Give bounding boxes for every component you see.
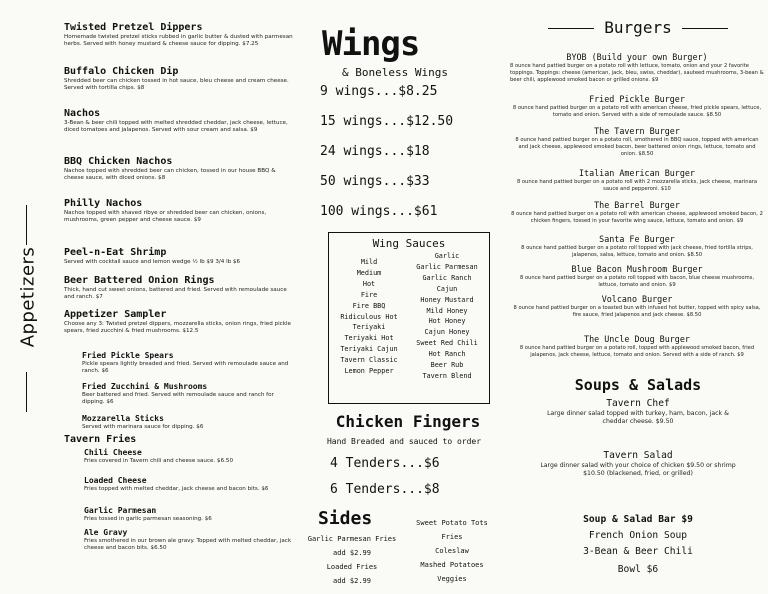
soup-item [536,546,740,558]
burger-item [510,52,764,83]
burger-item [510,200,764,225]
menu-item-desc: Shredded beer can chicken tossed in hot sauce, bleu cheese and cream cheese. Served with tortilla chips. $8 [64,78,289,92]
wings-subtitle: & Boneless Wings [342,66,448,79]
sauce-item: Garlic Ranch [422,273,472,282]
side-item: Sweet Potato Tots [416,519,488,527]
menu-item [64,198,296,224]
side-item: Mashed Potatoes [420,561,484,569]
salad-name: Tavern Salad [603,450,673,461]
menu-item [64,66,296,92]
heading-rule [548,28,594,29]
burgers-heading [508,18,768,37]
menu-subitem [82,414,296,431]
menu-item-desc: Nachos topped with shredded beer can chicken, tossed in our house BBQ & cheese sauce, with diced onions. $8 [64,168,276,182]
menu-item-name: Appetizer Sampler [64,309,167,320]
sauce-item: Teriyaki [352,323,386,332]
soup-item [536,564,740,576]
appetizers-column [0,0,300,594]
menu-item-name: Beer Battered Onion Rings [64,275,215,286]
burger-desc: 8 ounce hand pattied burger on a potato roll with 2 mozzarella sticks, jack cheese, marinara sauce and pepperoni. $10 [516,179,758,192]
menu-item [64,22,296,48]
wings-price: 100 wings...$61 [320,204,438,219]
salad-item [536,450,740,478]
burger-item [510,126,764,157]
sauce-item: Cajun [436,284,458,293]
burger-desc: 8 ounce hand pattied burger on a potato roll with american cheese, fried pickle spears, lettuce, tomato and onion. Served with a side of remoulade sauce. $8.50 [512,105,762,118]
sides-left-list [300,532,404,588]
menu-subitem-name: Fried Zucchini & Mushrooms [82,382,208,391]
menu-subitem-name: Mozzarella Sticks [82,414,164,423]
soup-name: French Onion Soup [588,530,688,541]
sauce-item: Hot Honey [428,317,466,326]
burger-item [510,334,764,359]
sauce-item: Teriyaki Hot [344,334,394,343]
sauce-item: Tavern Classic [340,356,398,365]
burger-name: Volcano Burger [601,294,673,304]
wings-title: Wings [322,24,420,64]
sauce-item: Sweet Red Chili [416,339,478,348]
burger-name: Santa Fe Burger [599,234,675,244]
soups-salads-title: Soups & Salads [574,376,702,394]
menu-item-name: Buffalo Chicken Dip [64,66,179,77]
sauce-item: Cajun Honey [424,328,470,337]
sauce-item: Fire BBQ [352,301,386,310]
sauce-item: Mild Honey [426,306,468,315]
salad-desc: Large dinner salad topped with turkey, ham, bacon, jack & cheddar cheese. $9.50 [547,410,729,425]
sauce-item: Hot [362,279,376,288]
side-item: add $2.99 [333,549,371,557]
wings-price: 15 wings...$12.50 [320,114,454,129]
menu-item-desc: Homemade twisted pretzel sticks rubbed in garlic butter & dusted with parmesan herbs. Served with honey mustard & cheese sauce for dipping. $7.25 [64,34,293,48]
menu-item [64,247,296,266]
menu-item-desc: Nachos topped with shaved ribye or shredded beer can chicken, onions, mushrooms, green pepper and cheese sauce. $9 [64,210,267,224]
burger-desc: 8 ounce hand pattied burger on a potato roll topped with jack cheese, fried tortilla strips, jalapenos, salsa, lettuce, tomato and onion. $8.50 [521,245,753,258]
side-item: Loaded Fries [326,563,378,571]
burger-name: BYOB (Build your own Burger) [566,52,708,62]
wings-price: 24 wings...$18 [320,144,430,159]
heading-rule [682,28,728,29]
burger-name: The Uncle Doug Burger [584,334,690,344]
wings-price: 9 wings...$8.25 [320,84,438,99]
section-divider-line [26,372,27,412]
tavern-fries-heading-wrap [64,434,296,446]
soup-name: 3-Bean & Beer Chili [583,546,693,557]
sauce-item: Honey Mustard [420,295,474,304]
salad-name: Tavern Chef [606,398,670,409]
chicken-fingers-title: Chicken Fingers [335,412,481,431]
menu-subitem-desc: Fries topped with melted cheddar, jack cheese and bacon bits. $6 [84,486,269,492]
sauce-item: Garlic Parmesan [416,262,478,271]
menu-item-name: BBQ Chicken Nachos [64,156,173,167]
sauce-item: Fire [360,290,378,299]
side-item: Garlic Parmesan Fries [307,535,397,543]
sauce-item: Ridiculous Hot [340,312,398,321]
wing-sauces-box [328,232,490,404]
burger-desc: 8 ounce hand pattied burger on a toasted bun with infused hot butter, topped with spicy salsa, fire sauce, fried jalapenos and jack cheese. $8.50 [513,305,761,318]
soup-item [536,530,740,542]
burger-desc: 8 ounce hand pattied burger on a potato roll, topped with applewood smoked bacon, fried jalapenos, jack cheese, lettuce, tomato and onion. Served with a side of ranch. $9 [519,345,755,358]
burger-item [510,294,764,319]
menu-subitem-desc: Served with marinara sauce for dipping. $6 [82,424,204,430]
side-item: add $2.99 [333,577,371,585]
wings-column [300,0,508,594]
menu-subitem-desc: Fries smothered in our brown ale gravy. Topped with melted cheddar, jack cheese and bacon bits. $6.50 [84,538,292,552]
menu-item-name: Philly Nachos [64,198,143,209]
soup-name: Soup & Salad Bar $9 [583,514,693,525]
burger-item [510,264,764,289]
sauce-item: Beer Rub [430,361,464,370]
sides-right-list [392,516,508,586]
wing-sauces-right-list [409,251,485,382]
menu-subitem-name: Fried Pickle Spears [82,351,174,360]
burger-desc: 8 ounce hand pattied burger on a potato roll, smothered in BBQ sauce, topped with american and jack cheese, applewood smoked bacon, beer battered onion rings, lettuce, tomato and onion. $8.50 [515,137,759,157]
burger-name: The Barrel Burger [594,200,680,210]
menu-subitem [82,351,296,375]
sauce-item: Teriyaki Cajun [340,345,398,354]
side-item: Veggies [437,575,467,583]
burger-item [510,168,764,193]
menu-subitem-name: Ale Gravy [84,528,128,537]
tenders-price: 6 Tenders...$8 [330,482,440,497]
burger-desc: 8 ounce hand pattied burger on a potato roll with american cheese, applewood smoked bacon, 2 chicken fingers, tossed in your favorite wing sauce, lettuce, tomato and onion. $9 [511,211,763,224]
burgers-title: Burgers [604,18,672,37]
sauce-item: Lemon Pepper [344,367,394,376]
salad-item [536,398,740,426]
burgers-column [508,0,768,594]
menu-item-desc: Choose any 3: Twisted pretzel dippers, mozzarella sticks, onion rings, fried pickle spears, fried zucchini & fried mushrooms. $12.5 [64,321,291,335]
burger-name: Blue Bacon Mushroom Burger [571,264,703,274]
soup-item [536,514,740,526]
side-item: Coleslaw [435,547,469,555]
tavern-fries-heading: Tavern Fries [64,434,137,445]
burger-name: The Tavern Burger [594,126,680,136]
sides-title: Sides [318,508,373,529]
sauce-item: Garlic [434,252,460,260]
menu-subitem [84,476,296,493]
burger-item [510,234,764,259]
menu-subitem-desc: Fries tossed in garlic parmesan seasoning. $6 [84,516,212,522]
burger-name: Fried Pickle Burger [589,94,685,104]
burger-desc: 8 ounce hand pattied burger on a potato roll with lettuce, tomato, onion and your 2 favorite toppings. Toppings: cheese (american, jack, bleu, swiss, cheddar), sauteed mushrooms, 3-bean & beer chili, applewood smoked bacon or grilled onions. $9 [510,63,764,83]
menu-item [64,156,296,182]
menu-item-name: Peel-n-Eat Shrimp [64,247,167,258]
sauce-item: Mild [360,258,378,266]
menu-subitem [84,528,296,552]
menu-item [64,309,296,335]
sauce-item: Hot Ranch [428,350,466,359]
menu-item [64,275,296,301]
sauce-item: Medium [356,268,382,277]
burger-item [510,94,764,119]
menu-item-name: Twisted Pretzel Dippers [64,22,203,33]
menu-item-desc: 3-Bean & beer chili topped with melted shredded cheddar, jack cheese, lettuce, diced tomatoes and jalapenos. Served with sour cream and salsa. $9 [64,120,288,134]
menu-subitem-name: Loaded Cheese [84,476,147,485]
appetizers-section-label: Appetizers [17,246,39,348]
side-item: Fries [441,533,463,541]
salad-desc: Large dinner salad with your choice of chicken $9.50 or shrimp $10.50 (blackened, fried, or grilled) [540,462,736,477]
wings-price: 50 wings...$33 [320,174,430,189]
menu-subitem-desc: Fries covered in Tavern chili and cheese sauce. $6.50 [84,458,234,464]
menu-item-name: Nachos [64,108,101,119]
chicken-fingers-subtitle: Hand Breaded and sauced to order [326,437,482,446]
wing-sauces-title: Wing Sauces [372,237,446,250]
burger-name: Italian American Burger [579,168,695,178]
appetizers-section-label-wrap [2,182,54,412]
menu-item-desc: Served with cocktail sauce and lemon wedge ½ lb $9 3/4 lb $6 [64,259,241,265]
soup-name: Bowl $6 [617,564,659,575]
menu-item [64,108,296,134]
tenders-price: 4 Tenders...$6 [330,456,440,471]
menu-subitem-name: Garlic Parmesan [84,506,157,515]
burger-desc: 8 ounce hand pattied burger on a potato roll topped with bacon, blue cheese mushrooms, lettuce, tomato and onion. $9 [520,275,754,288]
menu-subitem [84,506,296,523]
menu-subitem-desc: Beer battered and fried. Served with remoulade sauce and ranch for dipping. $6 [82,392,274,406]
wing-sauces-left-list [331,257,407,377]
menu-item-desc: Thick, hand cut sweet onions, battered and fried. Served with remoulade sauce and ranch. $7 [64,287,287,301]
menu-subitem-name: Chili Cheese [84,448,142,457]
menu-subitem [84,448,296,465]
menu-subitem [82,382,296,406]
sauce-item: Tavern Blend [422,371,472,380]
menu-subitem-desc: Pickle spears lightly breaded and fried. Served with remoulade sauce and ranch. $6 [82,361,289,375]
